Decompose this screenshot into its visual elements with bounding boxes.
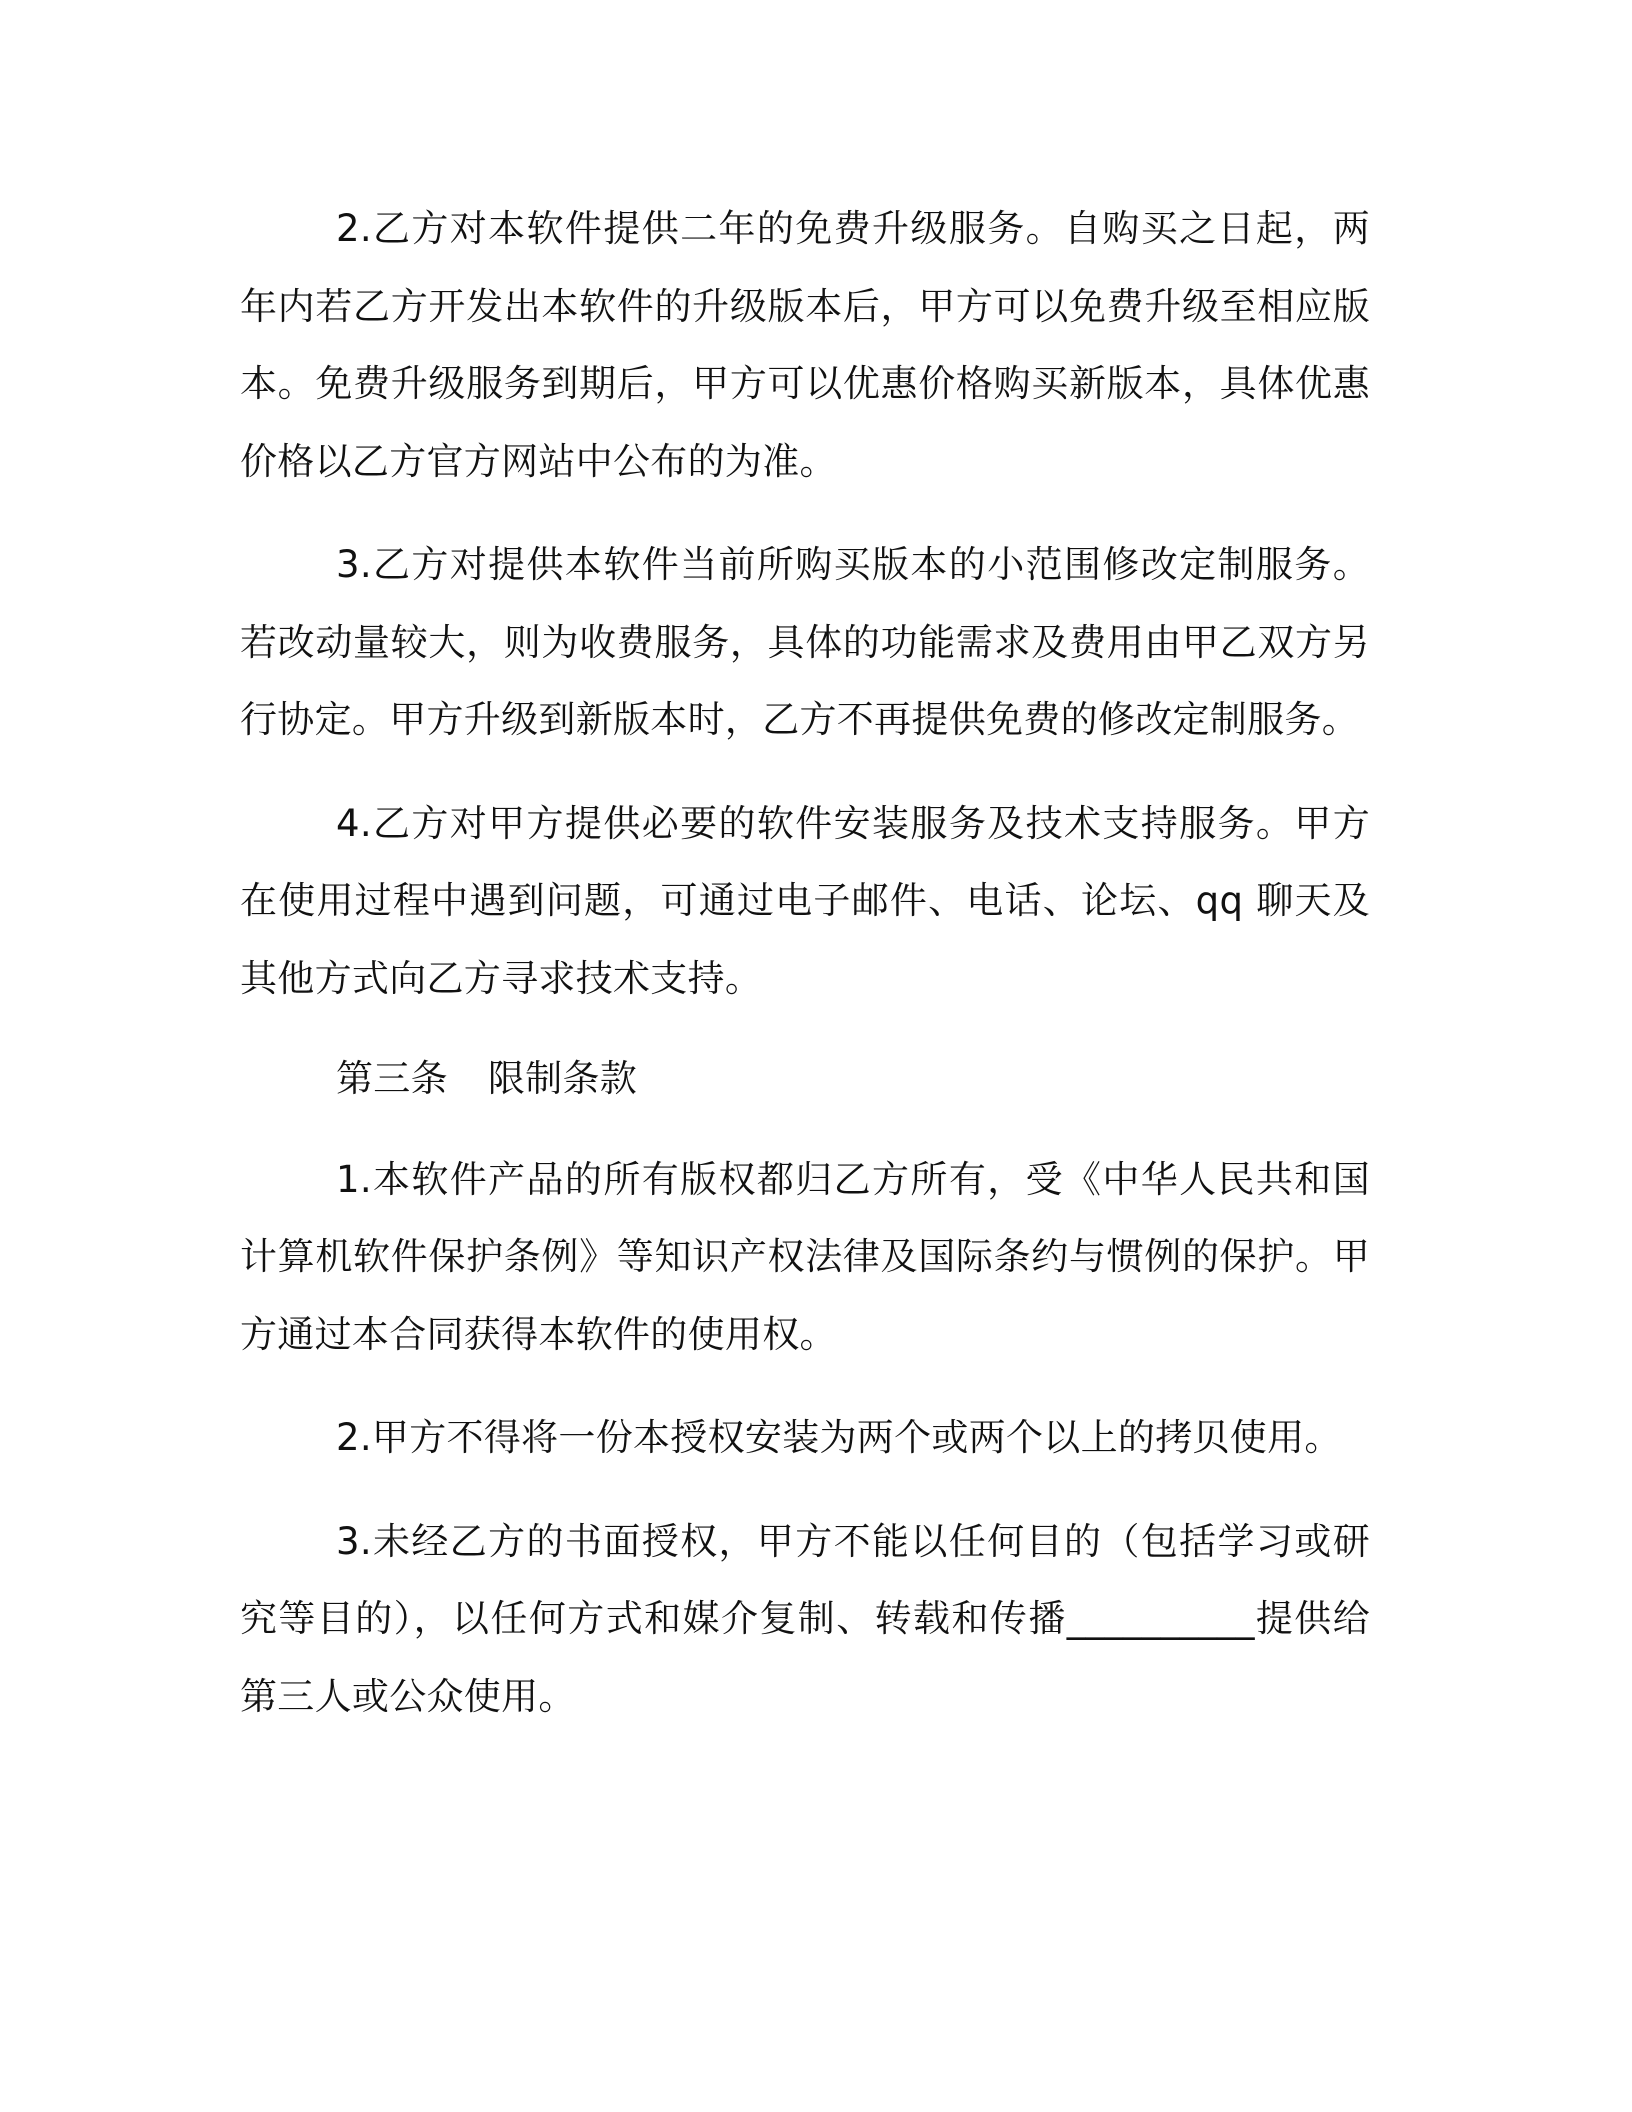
document-body [240, 190, 1370, 1735]
clause-no-distribution: 3.未经乙方的书面授权，甲方不能以任何目的（包括学习或研究等目的），以任何方式和媒介复制、转载和传播__________提供给第三人或公众使用。 [240, 1519, 1370, 1718]
paragraph-technical-support: 4.乙方对甲方提供必要的软件安装服务及技术支持服务。甲方在使用过程中遇到问题，可通过电子邮件、电话、论坛、qq 聊天及其他方式向乙方寻求技术支持。 [240, 801, 1370, 1000]
section-number: 第三条 [336, 1057, 448, 1100]
section-title: 限制条款 [487, 1057, 638, 1100]
paragraph-customization-service: 3.乙方对提供本软件当前所购买版本的小范围修改定制服务。若改动量较大，则为收费服务，具体的功能需求及费用由甲乙双方另行协定。甲方升级到新版本时，乙方不再提供免费的修改定制服务。 [240, 543, 1370, 741]
section-heading [240, 1040, 1370, 1118]
clause-single-install: 2.甲方不得将一份本授权安装为两个或两个以上的拷贝使用。 [336, 1416, 1342, 1459]
paragraph-upgrade-service: 2.乙方对本软件提供二年的免费升级服务。自购买之日起，两年内若乙方开发出本软件的升级版本后，甲方可以免费升级至相应版本。免费升级服务到期后，甲方可以优惠价格购买新版本，具体优惠价格以乙方官方网站中公布的为准。 [240, 207, 1370, 483]
clause-copyright: 1.本软件产品的所有版权都归乙方所有，受《中华人民共和国计算机软件保护条例》等知识产权法律及国际条约与惯例的保护。甲方通过本合同获得本软件的使用权。 [240, 1157, 1370, 1356]
